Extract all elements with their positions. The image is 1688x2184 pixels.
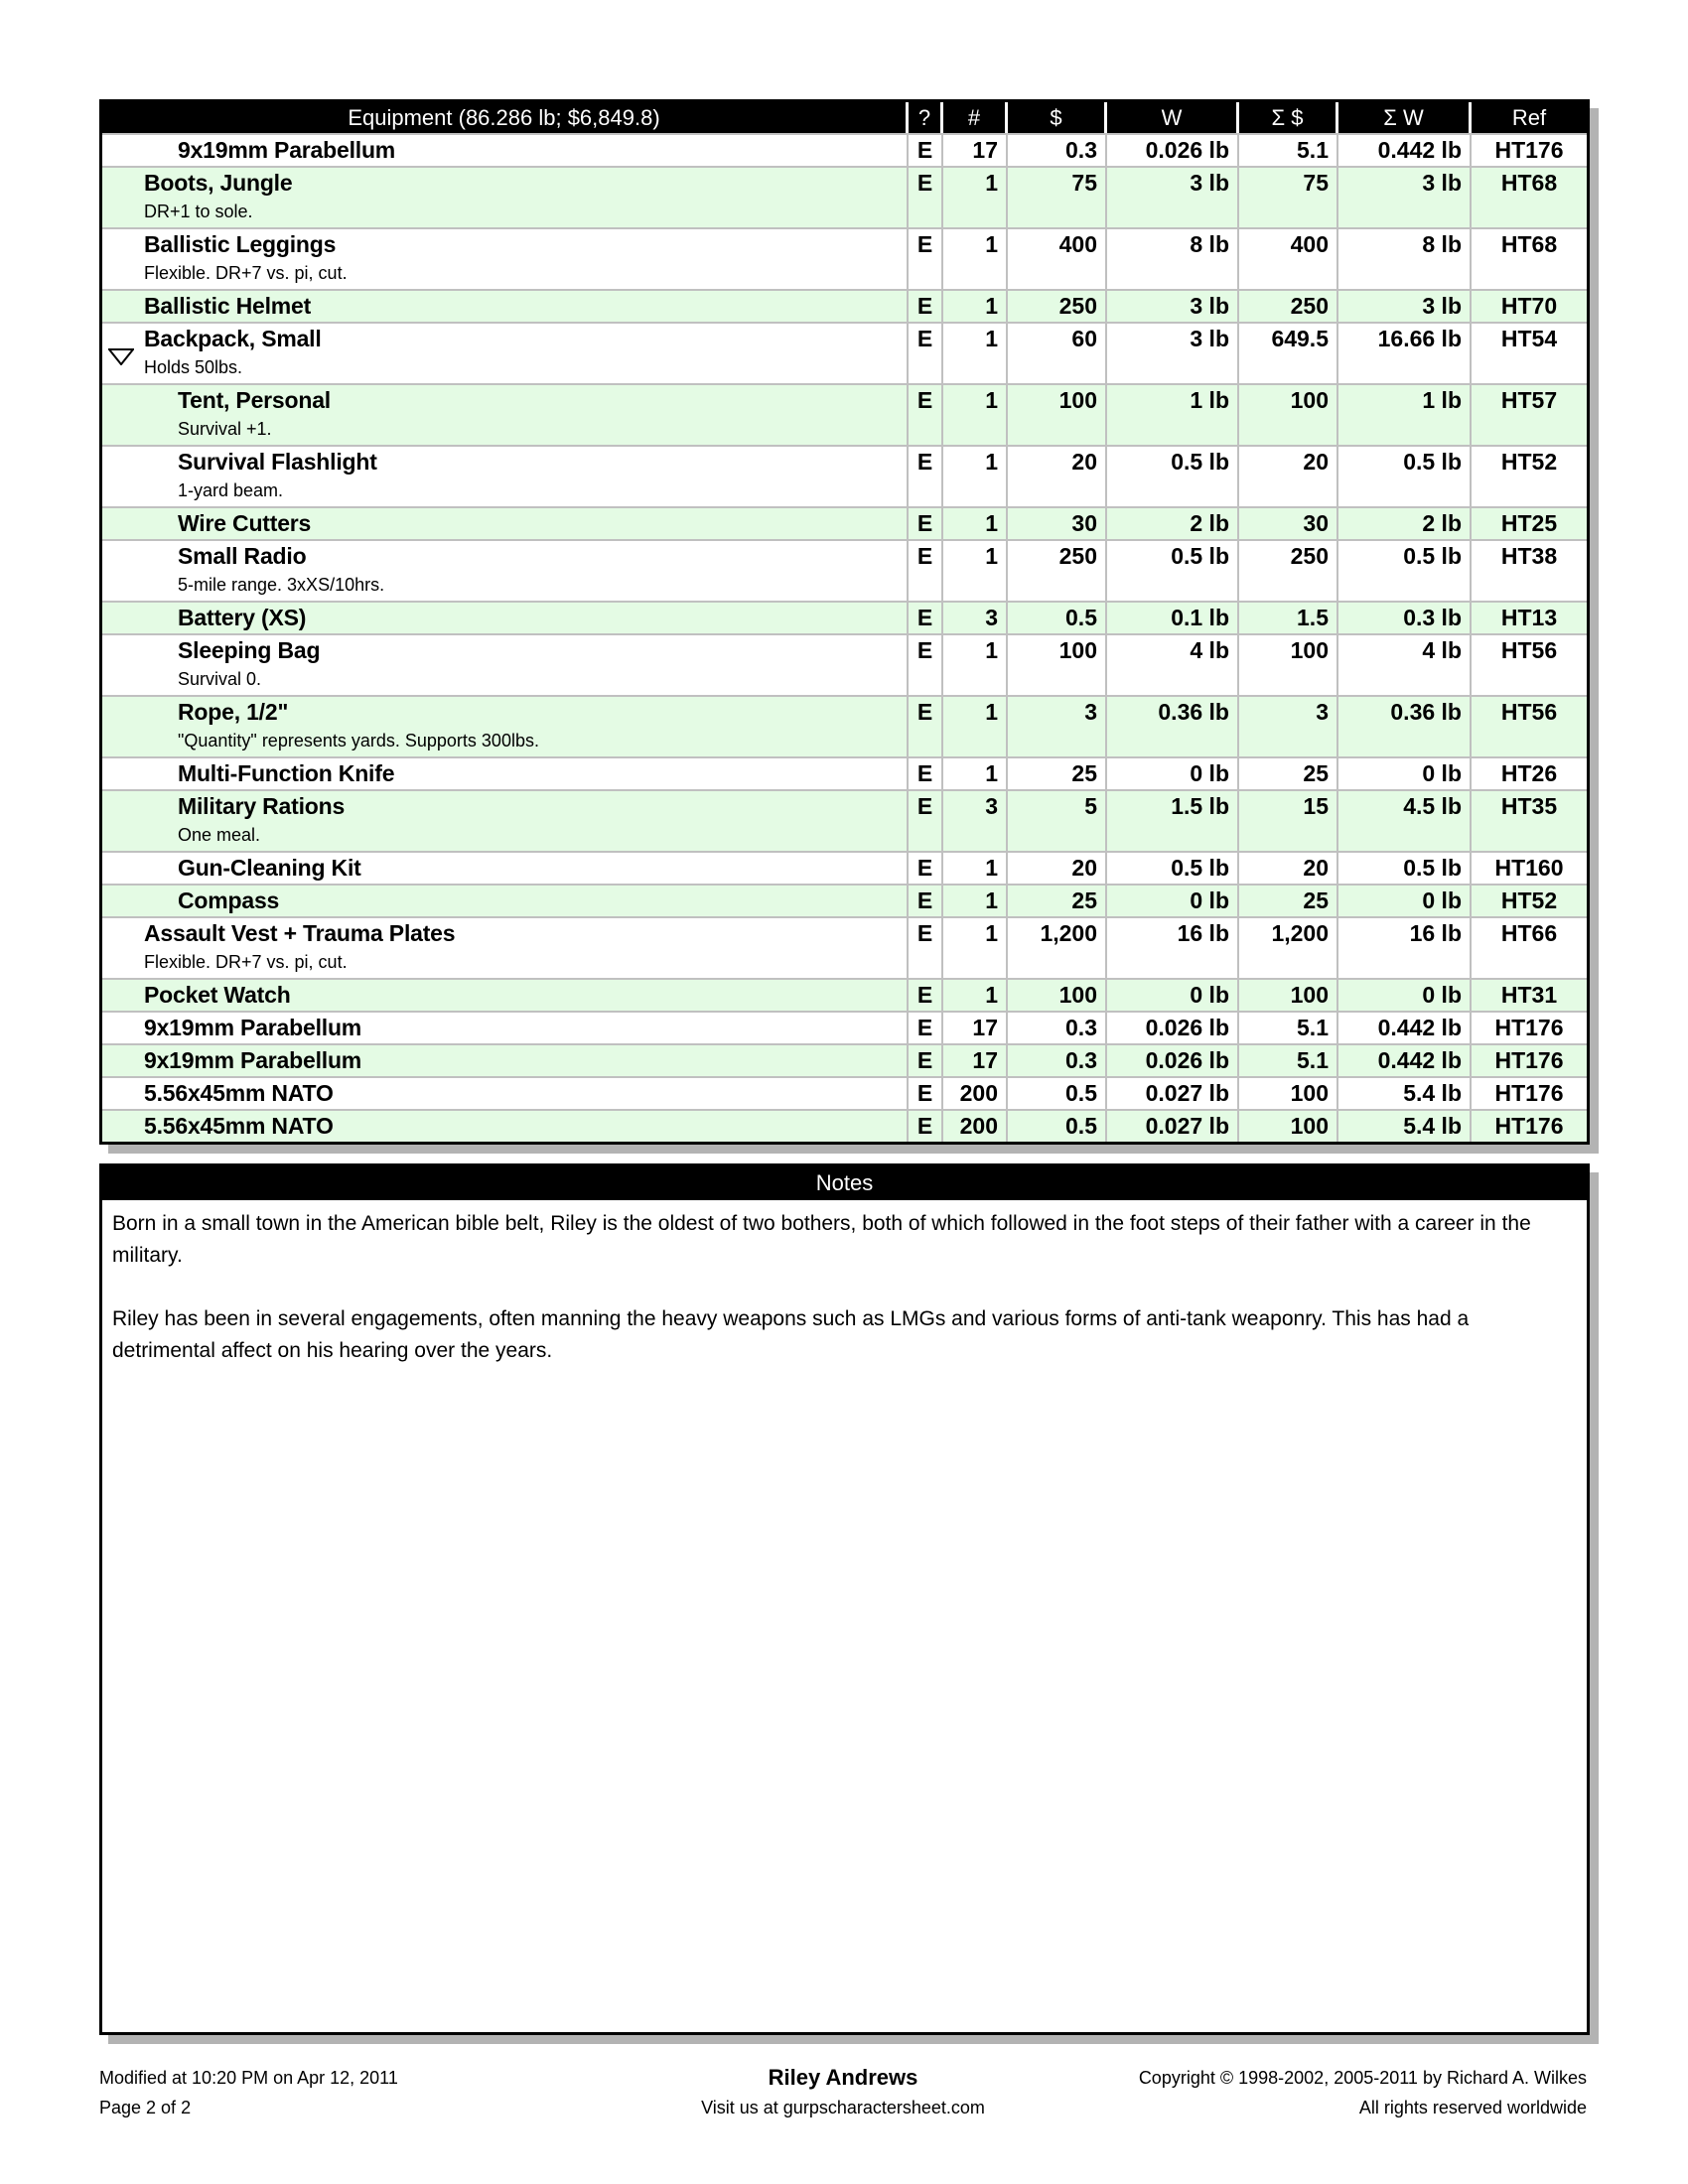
item-sum-weight: 0.442 lb <box>1338 133 1472 166</box>
item-quantity: 1 <box>943 978 1008 1011</box>
item-equipped-flag: E <box>909 1076 943 1109</box>
item-cost: 0.5 <box>1008 1109 1107 1142</box>
item-quantity: 1 <box>943 633 1008 695</box>
item-sum-cost: 100 <box>1239 633 1338 695</box>
character-name: Riley Andrews <box>768 2065 918 2090</box>
table-row <box>102 166 1587 227</box>
item-sum-weight: 3 lb <box>1338 166 1472 227</box>
item-weight: 0 lb <box>1107 756 1239 789</box>
table-row <box>102 1011 1587 1043</box>
item-note: One meal. <box>178 825 261 845</box>
item-sum-cost: 5.1 <box>1239 133 1338 166</box>
item-sum-cost: 1,200 <box>1239 916 1338 978</box>
item-weight: 0.5 lb <box>1107 539 1239 601</box>
item-weight: 8 lb <box>1107 227 1239 289</box>
equipment-table <box>99 99 1590 1145</box>
item-sum-cost: 30 <box>1239 506 1338 539</box>
item-cost: 0.3 <box>1008 133 1107 166</box>
item-cost: 75 <box>1008 166 1107 227</box>
item-cost: 20 <box>1008 851 1107 884</box>
item-cost: 3 <box>1008 695 1107 756</box>
table-row <box>102 1076 1587 1109</box>
item-sum-weight: 0.36 lb <box>1338 695 1472 756</box>
notes-section <box>99 1163 1590 2035</box>
item-weight: 0.026 lb <box>1107 1043 1239 1076</box>
equipment-rows <box>102 133 1587 1142</box>
item-ref: HT66 <box>1472 916 1587 978</box>
item-weight: 3 lb <box>1107 322 1239 383</box>
item-name: Battery (XS) <box>178 605 307 630</box>
item-note: 1-yard beam. <box>178 480 284 500</box>
item-name: Ballistic Helmet <box>144 293 312 319</box>
item-weight: 0.026 lb <box>1107 1011 1239 1043</box>
item-sum-weight: 0 lb <box>1338 978 1472 1011</box>
item-cost: 250 <box>1008 289 1107 322</box>
equipment-header-row <box>102 102 1587 133</box>
notes-title: Notes <box>102 1166 1587 1200</box>
item-quantity: 1 <box>943 695 1008 756</box>
item-sum-weight: 8 lb <box>1338 227 1472 289</box>
item-sum-weight: 16.66 lb <box>1338 322 1472 383</box>
item-sum-cost: 649.5 <box>1239 322 1338 383</box>
item-cost: 0.3 <box>1008 1011 1107 1043</box>
item-quantity: 17 <box>943 133 1008 166</box>
item-equipped-flag: E <box>909 1043 943 1076</box>
table-row <box>102 884 1587 916</box>
item-note: Holds 50lbs. <box>144 357 243 377</box>
item-ref: HT38 <box>1472 539 1587 601</box>
item-name: Small Radio <box>178 543 307 569</box>
item-equipped-flag: E <box>909 322 943 383</box>
item-name: Ballistic Leggings <box>144 231 337 257</box>
item-equipped-flag: E <box>909 383 943 445</box>
table-row <box>102 445 1587 506</box>
item-equipped-flag: E <box>909 633 943 695</box>
page-number: Page 2 of 2 <box>99 2098 192 2117</box>
item-quantity: 1 <box>943 851 1008 884</box>
item-ref: HT176 <box>1472 133 1587 166</box>
item-weight: 0.027 lb <box>1107 1076 1239 1109</box>
item-sum-cost: 25 <box>1239 884 1338 916</box>
item-quantity: 200 <box>943 1109 1008 1142</box>
item-name: Multi-Function Knife <box>178 760 395 786</box>
item-sum-weight: 3 lb <box>1338 289 1472 322</box>
item-sum-cost: 250 <box>1239 539 1338 601</box>
table-row <box>102 539 1587 601</box>
item-equipped-flag: E <box>909 506 943 539</box>
item-quantity: 1 <box>943 227 1008 289</box>
item-ref: HT56 <box>1472 633 1587 695</box>
item-name: Sleeping Bag <box>178 637 321 663</box>
item-cost: 5 <box>1008 789 1107 851</box>
item-note: Survival 0. <box>178 669 262 689</box>
item-quantity: 17 <box>943 1011 1008 1043</box>
item-name: 9x19mm Parabellum <box>144 1015 362 1040</box>
table-row <box>102 227 1587 289</box>
item-quantity: 1 <box>943 539 1008 601</box>
item-name: 9x19mm Parabellum <box>178 137 396 163</box>
item-weight: 4 lb <box>1107 633 1239 695</box>
item-sum-weight: 0 lb <box>1338 756 1472 789</box>
item-equipped-flag: E <box>909 289 943 322</box>
item-sum-weight: 0.5 lb <box>1338 539 1472 601</box>
item-quantity: 3 <box>943 789 1008 851</box>
item-note: 5-mile range. 3xXS/10hrs. <box>178 575 385 595</box>
item-sum-weight: 0.442 lb <box>1338 1043 1472 1076</box>
item-quantity: 1 <box>943 916 1008 978</box>
item-ref: HT35 <box>1472 789 1587 851</box>
table-row <box>102 1109 1587 1142</box>
item-sum-weight: 0.5 lb <box>1338 445 1472 506</box>
table-row <box>102 978 1587 1011</box>
item-weight: 3 lb <box>1107 166 1239 227</box>
table-row <box>102 916 1587 978</box>
item-ref: HT70 <box>1472 289 1587 322</box>
item-quantity: 1 <box>943 289 1008 322</box>
item-sum-weight: 0.5 lb <box>1338 851 1472 884</box>
item-note: Flexible. DR+7 vs. pi, cut. <box>144 263 348 283</box>
item-sum-weight: 5.4 lb <box>1338 1109 1472 1142</box>
item-name: Compass <box>178 887 280 913</box>
table-row <box>102 695 1587 756</box>
col-header-weight: W <box>1107 102 1239 133</box>
item-name: Rope, 1/2" <box>178 699 289 725</box>
item-equipped-flag: E <box>909 133 943 166</box>
item-quantity: 1 <box>943 884 1008 916</box>
item-cost: 30 <box>1008 506 1107 539</box>
item-weight: 1 lb <box>1107 383 1239 445</box>
item-equipped-flag: E <box>909 227 943 289</box>
item-sum-cost: 3 <box>1239 695 1338 756</box>
item-name: Wire Cutters <box>178 510 312 536</box>
item-cost: 0.5 <box>1008 1076 1107 1109</box>
item-name: Pocket Watch <box>144 982 291 1008</box>
item-name: 9x19mm Parabellum <box>144 1047 362 1073</box>
table-row <box>102 1043 1587 1076</box>
item-quantity: 1 <box>943 383 1008 445</box>
item-sum-weight: 2 lb <box>1338 506 1472 539</box>
item-weight: 1.5 lb <box>1107 789 1239 851</box>
item-name: Gun-Cleaning Kit <box>178 855 361 881</box>
item-sum-cost: 5.1 <box>1239 1043 1338 1076</box>
item-weight: 16 lb <box>1107 916 1239 978</box>
item-ref: HT52 <box>1472 445 1587 506</box>
item-sum-cost: 100 <box>1239 383 1338 445</box>
item-sum-weight: 1 lb <box>1338 383 1472 445</box>
col-header-sum-weight: Σ W <box>1338 102 1472 133</box>
equipment-title: Equipment (86.286 lb; $6,849.8) <box>102 102 909 133</box>
table-row <box>102 289 1587 322</box>
table-row <box>102 133 1587 166</box>
notes-paragraph: Riley has been in several engagements, often manning the heavy weapons such as LMGs and various forms of anti-tank weaponry. This has had a detrimental affect on his hearing over the years. <box>112 1307 1470 1362</box>
item-ref: HT56 <box>1472 695 1587 756</box>
item-sum-cost: 1.5 <box>1239 601 1338 633</box>
notes-paragraph: Born in a small town in the American bible belt, Riley is the oldest of two bothers, both of which followed in the foot steps of their father with a career in the military. <box>112 1212 1531 1267</box>
item-ref: HT52 <box>1472 884 1587 916</box>
item-quantity: 1 <box>943 445 1008 506</box>
item-weight: 0.5 lb <box>1107 445 1239 506</box>
table-row <box>102 322 1587 383</box>
col-header-quantity: # <box>943 102 1008 133</box>
item-sum-weight: 16 lb <box>1338 916 1472 978</box>
item-ref: HT160 <box>1472 851 1587 884</box>
table-row <box>102 789 1587 851</box>
item-cost: 100 <box>1008 978 1107 1011</box>
item-quantity: 17 <box>943 1043 1008 1076</box>
item-equipped-flag: E <box>909 851 943 884</box>
item-cost: 0.5 <box>1008 601 1107 633</box>
col-header-equipped: ? <box>909 102 943 133</box>
item-equipped-flag: E <box>909 445 943 506</box>
item-ref: HT54 <box>1472 322 1587 383</box>
table-row <box>102 756 1587 789</box>
item-weight: 3 lb <box>1107 289 1239 322</box>
col-header-cost: $ <box>1008 102 1107 133</box>
item-sum-cost: 20 <box>1239 445 1338 506</box>
item-name: Survival Flashlight <box>178 449 377 475</box>
item-weight: 0.026 lb <box>1107 133 1239 166</box>
item-cost: 25 <box>1008 884 1107 916</box>
item-equipped-flag: E <box>909 166 943 227</box>
item-cost: 1,200 <box>1008 916 1107 978</box>
item-sum-cost: 20 <box>1239 851 1338 884</box>
item-sum-cost: 400 <box>1239 227 1338 289</box>
item-ref: HT26 <box>1472 756 1587 789</box>
col-header-sum-cost: Σ $ <box>1239 102 1338 133</box>
item-cost: 100 <box>1008 383 1107 445</box>
item-sum-cost: 75 <box>1239 166 1338 227</box>
item-weight: 0 lb <box>1107 884 1239 916</box>
item-name: Backpack, Small <box>144 326 322 351</box>
item-equipped-flag: E <box>909 756 943 789</box>
item-weight: 0.5 lb <box>1107 851 1239 884</box>
item-cost: 100 <box>1008 633 1107 695</box>
item-sum-weight: 4 lb <box>1338 633 1472 695</box>
table-row <box>102 383 1587 445</box>
item-equipped-flag: E <box>909 789 943 851</box>
item-note: "Quantity" represents yards. Supports 300lbs. <box>178 731 539 751</box>
item-note: Survival +1. <box>178 419 272 439</box>
item-quantity: 200 <box>943 1076 1008 1109</box>
item-equipped-flag: E <box>909 916 943 978</box>
item-name: Tent, Personal <box>178 387 331 413</box>
collapse-triangle-icon[interactable] <box>108 348 134 365</box>
item-weight: 0.1 lb <box>1107 601 1239 633</box>
item-sum-weight: 0.3 lb <box>1338 601 1472 633</box>
copyright-text: Copyright © 1998-2002, 2005-2011 by Richard A. Wilkes <box>1138 2068 1587 2088</box>
item-sum-cost: 100 <box>1239 1109 1338 1142</box>
item-quantity: 3 <box>943 601 1008 633</box>
item-ref: HT25 <box>1472 506 1587 539</box>
item-cost: 400 <box>1008 227 1107 289</box>
item-name: Boots, Jungle <box>144 170 293 196</box>
item-sum-weight: 0 lb <box>1338 884 1472 916</box>
item-name: 5.56x45mm NATO <box>144 1113 334 1139</box>
item-cost: 20 <box>1008 445 1107 506</box>
table-row <box>102 601 1587 633</box>
item-ref: HT176 <box>1472 1109 1587 1142</box>
item-sum-weight: 0.442 lb <box>1338 1011 1472 1043</box>
item-equipped-flag: E <box>909 539 943 601</box>
col-header-ref: Ref <box>1472 102 1587 133</box>
table-row <box>102 851 1587 884</box>
item-cost: 0.3 <box>1008 1043 1107 1076</box>
item-quantity: 1 <box>943 322 1008 383</box>
item-sum-cost: 250 <box>1239 289 1338 322</box>
item-sum-cost: 25 <box>1239 756 1338 789</box>
visit-link[interactable]: Visit us at gurpscharactersheet.com <box>701 2098 985 2117</box>
item-quantity: 1 <box>943 756 1008 789</box>
item-sum-cost: 100 <box>1239 978 1338 1011</box>
item-ref: HT176 <box>1472 1011 1587 1043</box>
item-weight: 0 lb <box>1107 978 1239 1011</box>
item-name: Assault Vest + Trauma Plates <box>144 920 456 946</box>
item-weight: 0.027 lb <box>1107 1109 1239 1142</box>
item-ref: HT68 <box>1472 166 1587 227</box>
modified-timestamp: Modified at 10:20 PM on Apr 12, 2011 <box>99 2068 398 2088</box>
item-cost: 250 <box>1008 539 1107 601</box>
item-quantity: 1 <box>943 166 1008 227</box>
item-weight: 0.36 lb <box>1107 695 1239 756</box>
item-weight: 2 lb <box>1107 506 1239 539</box>
item-ref: HT176 <box>1472 1076 1587 1109</box>
item-name: Military Rations <box>178 793 346 819</box>
table-row <box>102 506 1587 539</box>
item-sum-cost: 5.1 <box>1239 1011 1338 1043</box>
table-row <box>102 633 1587 695</box>
item-equipped-flag: E <box>909 601 943 633</box>
item-note: DR+1 to sole. <box>144 202 253 221</box>
item-equipped-flag: E <box>909 695 943 756</box>
item-note: Flexible. DR+7 vs. pi, cut. <box>144 952 348 972</box>
item-ref: HT13 <box>1472 601 1587 633</box>
item-equipped-flag: E <box>909 1109 943 1142</box>
item-equipped-flag: E <box>909 884 943 916</box>
item-ref: HT31 <box>1472 978 1587 1011</box>
item-cost: 60 <box>1008 322 1107 383</box>
rights-text: All rights reserved worldwide <box>1358 2098 1587 2117</box>
item-cost: 25 <box>1008 756 1107 789</box>
item-sum-weight: 5.4 lb <box>1338 1076 1472 1109</box>
item-ref: HT57 <box>1472 383 1587 445</box>
item-equipped-flag: E <box>909 1011 943 1043</box>
item-sum-cost: 100 <box>1239 1076 1338 1109</box>
item-sum-cost: 15 <box>1239 789 1338 851</box>
item-ref: HT176 <box>1472 1043 1587 1076</box>
item-quantity: 1 <box>943 506 1008 539</box>
item-name: 5.56x45mm NATO <box>144 1080 334 1106</box>
item-equipped-flag: E <box>909 978 943 1011</box>
item-ref: HT68 <box>1472 227 1587 289</box>
notes-body <box>102 1200 1587 1407</box>
item-sum-weight: 4.5 lb <box>1338 789 1472 851</box>
